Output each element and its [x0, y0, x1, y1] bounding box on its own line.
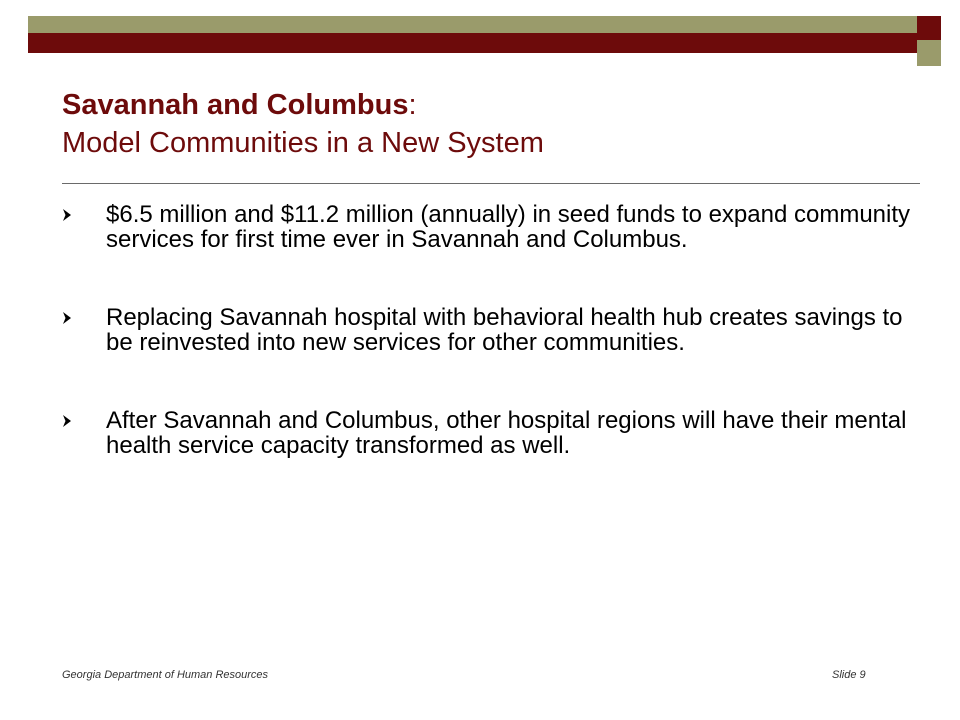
corner-accent-olive	[917, 40, 941, 66]
arrow-bullet-icon	[62, 311, 72, 325]
corner-accent-square	[917, 16, 941, 40]
bullet-text: $6.5 million and $11.2 million (annually) in seed funds to expand community services for first time ever in Savannah and Columbus.	[106, 201, 911, 253]
bullet-item	[62, 408, 912, 458]
bullet-list	[62, 202, 912, 511]
header-bar-maroon	[28, 33, 941, 53]
slide-title	[62, 86, 922, 162]
bullet-text: After Savannah and Columbus, other hospital regions will have their mental health service capacity transformed as well.	[106, 407, 907, 459]
arrow-bullet-icon	[62, 208, 72, 222]
footer-slide-number: Slide 9	[832, 669, 866, 681]
title-subtitle-text: Model Communities in a New System	[62, 127, 544, 159]
title-bold-text: Savannah and Columbus	[62, 89, 409, 121]
bullet-text: Replacing Savannah hospital with behavioral health hub creates savings to be reinvested into new services for other communities.	[106, 304, 903, 356]
bullet-item	[62, 202, 912, 252]
title-divider	[62, 183, 920, 184]
arrow-bullet-icon	[62, 414, 72, 428]
title-colon: :	[408, 89, 417, 121]
footer-organization: Georgia Department of Human Resources	[62, 669, 269, 681]
bullet-item	[62, 305, 912, 355]
header-bar-olive	[28, 16, 941, 33]
